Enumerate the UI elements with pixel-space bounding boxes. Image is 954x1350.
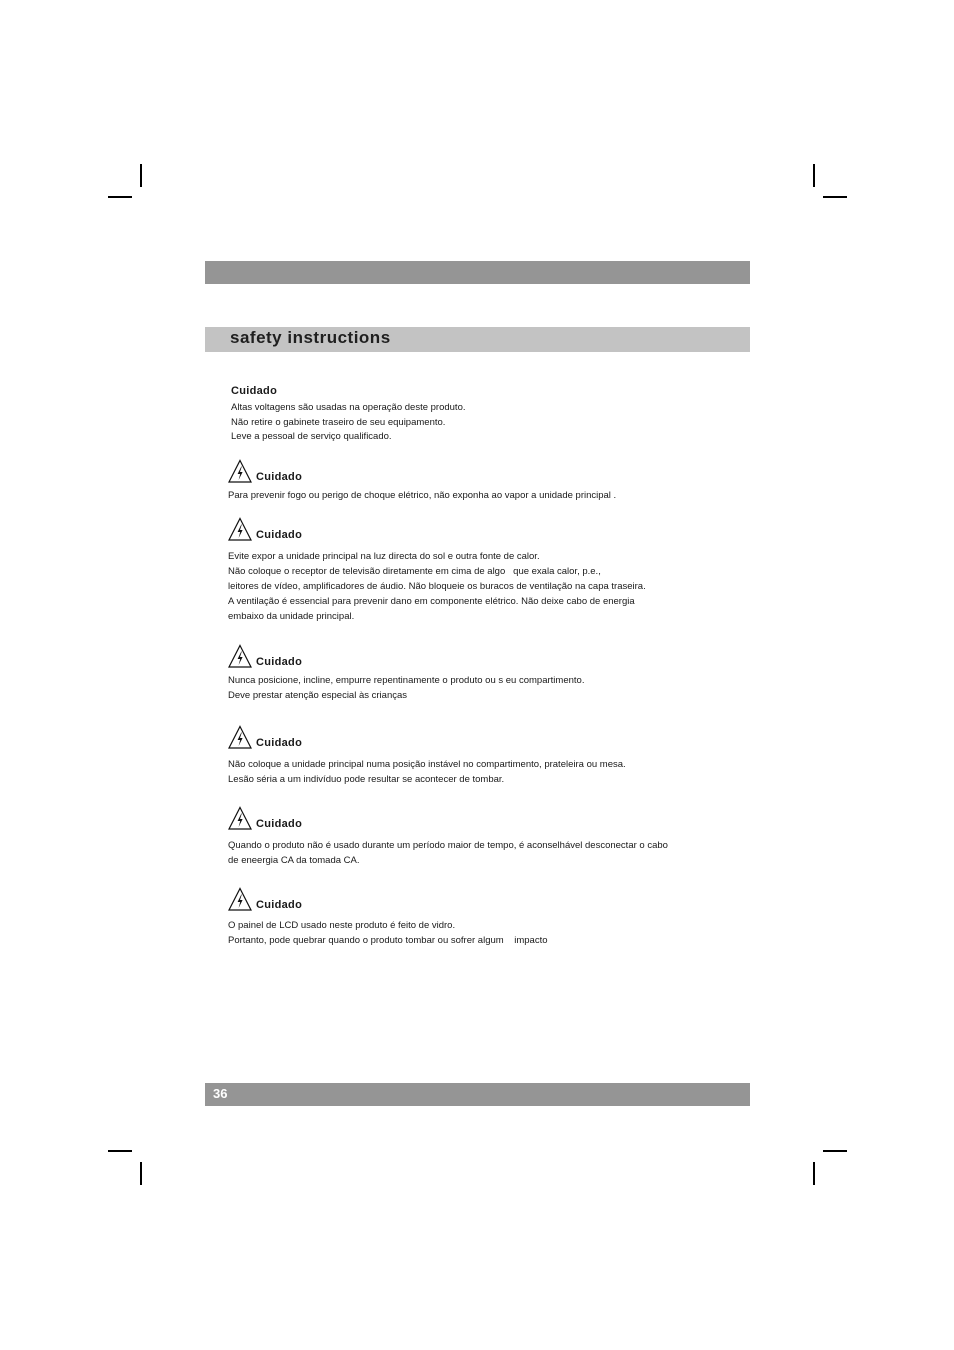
caution-header (228, 644, 728, 668)
crop-mark (823, 1150, 847, 1152)
caution-heading: Cuidado (256, 471, 303, 483)
intro-line: Não retire o gabinete traseiro de seu equipamento. (231, 416, 446, 428)
lightning-warning-icon (228, 806, 252, 830)
crop-mark (813, 164, 815, 187)
caution-line: O painel de LCD usado neste produto é feito de vidro. (228, 920, 456, 931)
footer-bar (205, 1083, 750, 1106)
crop-mark (108, 196, 132, 198)
caution-body (228, 918, 728, 948)
caution-line: Nunca posicione, incline, empurre repentinamente o produto ou s eu compartimento. (228, 675, 585, 686)
intro-line: Leve a pessoal de serviço qualificado. (231, 431, 392, 443)
caution-header (228, 725, 728, 749)
lightning-warning-icon (228, 517, 252, 541)
section-title-bar (205, 327, 750, 352)
page-number: 36 (213, 1086, 228, 1101)
page-title: safety instructions (230, 328, 391, 347)
caution-line: Lesão séria a um indivíduo pode resultar se acontecer de tombar. (228, 774, 505, 785)
caution-heading: Cuidado (256, 818, 303, 830)
caution-line: Deve prestar atenção especial às crianças (228, 690, 408, 701)
caution-section (228, 725, 728, 787)
crop-mark (823, 196, 847, 198)
caution-body (228, 488, 728, 503)
caution-line: de eneergia CA da tomada CA. (228, 855, 360, 866)
caution-body (228, 549, 728, 624)
caution-heading: Cuidado (256, 656, 303, 668)
header-bar (205, 261, 750, 284)
caution-heading: Cuidado (256, 737, 303, 749)
caution-section (228, 806, 728, 868)
lightning-warning-icon (228, 459, 252, 483)
caution-header (228, 517, 728, 541)
caution-line: Não coloque o receptor de televisão diretamente em cima de algo que exala calor, p.e., (228, 566, 601, 577)
caution-line: A ventilação é essencial para prevenir dano em componente elétrico. Não deixe cabo de energia (228, 596, 635, 607)
caution-body (228, 757, 728, 787)
crop-mark (813, 1162, 815, 1185)
caution-line: leitores de vídeo, amplificadores de áudio. Não bloqueie os buracos de ventilação na capa traseira. (228, 581, 646, 592)
crop-mark (108, 1150, 132, 1152)
crop-mark (140, 1162, 142, 1185)
intro-heading: Cuidado (231, 385, 278, 397)
caution-line: Não coloque a unidade principal numa posição instável no compartimento, prateleira ou mesa. (228, 759, 626, 770)
caution-header (228, 887, 728, 911)
caution-line: Para prevenir fogo ou perigo de choque elétrico, não exponha ao vapor a unidade principal . (228, 490, 617, 501)
intro-block (231, 385, 466, 445)
lightning-warning-icon (228, 644, 252, 668)
lightning-warning-icon (228, 887, 252, 911)
crop-mark (140, 164, 142, 187)
caution-header (228, 459, 728, 483)
caution-section (228, 459, 728, 503)
lightning-warning-icon (228, 725, 252, 749)
caution-line: Evite expor a unidade principal na luz directa do sol e outra fonte de calor. (228, 551, 540, 562)
intro-line: Altas voltagens são usadas na operação deste produto. (231, 402, 466, 413)
caution-line: Portanto, pode quebrar quando o produto tombar ou sofrer algum impacto (228, 935, 548, 946)
caution-header (228, 806, 728, 830)
caution-heading: Cuidado (256, 899, 303, 911)
caution-body (228, 838, 728, 868)
caution-section (228, 887, 728, 948)
caution-heading: Cuidado (256, 529, 303, 541)
caution-body (228, 673, 728, 703)
caution-section (228, 644, 728, 703)
caution-section (228, 517, 728, 624)
caution-line: Quando o produto não é usado durante um período maior de tempo, é aconselhável desconectar o cabo (228, 840, 668, 851)
caution-line: embaixo da unidade principal. (228, 611, 355, 622)
